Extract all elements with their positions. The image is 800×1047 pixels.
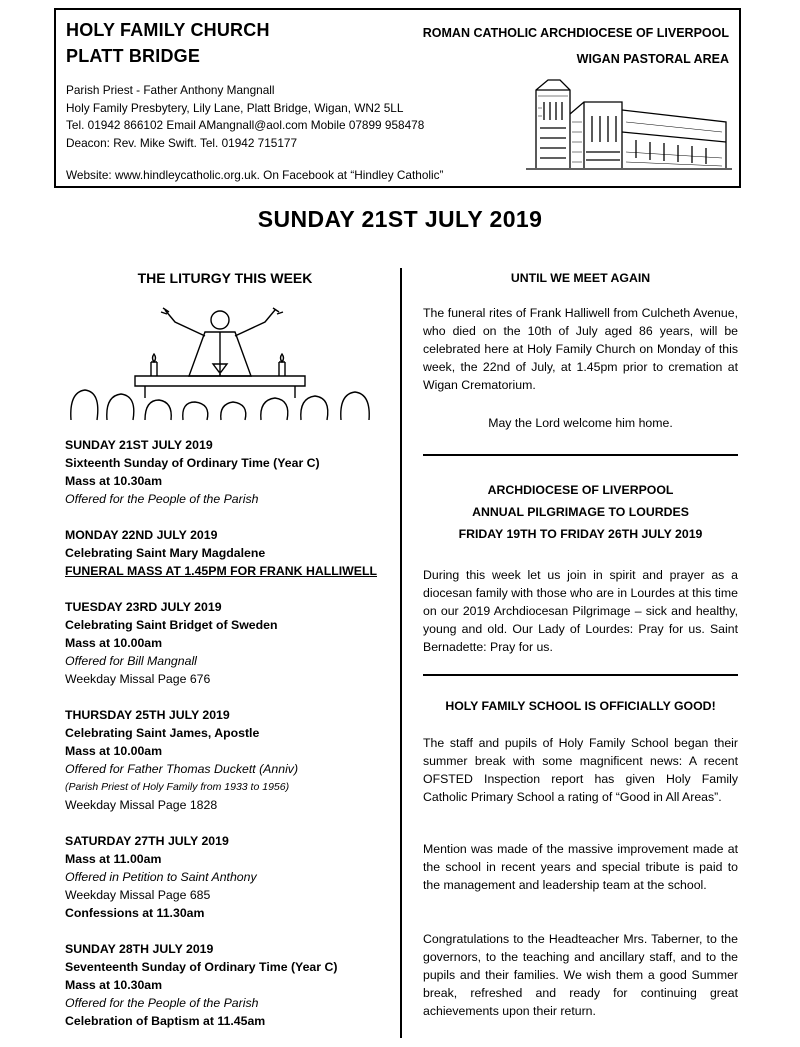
church-building-illustration [526,72,732,172]
until-we-meet-heading: UNTIL WE MEET AGAIN [510,271,651,285]
school-heading: HOLY FAMILY SCHOOL IS OFFICIALLY GOOD! [445,699,716,713]
church-name-line1: HOLY FAMILY CHURCH [66,20,270,40]
service-mass-time: Mass at 10.00am [65,744,163,758]
service-date: THURSDAY 25TH JULY 2019 [65,708,230,722]
service-date: SUNDAY 28TH JULY 2019 [65,942,214,956]
parish-priest-line: Parish Priest - Father Anthony Mangnall [66,83,275,97]
service-sunday-28 [65,940,395,1030]
service-date: TUESDAY 23RD JULY 2019 [65,600,222,614]
priest-at-altar-illustration [65,302,385,422]
pastoral-area: WIGAN PASTORAL AREA [576,52,729,66]
funeral-prayer-text: May the Lord welcome him home. [488,416,673,430]
service-missal-page: Weekday Missal Page 685 [65,888,211,902]
website-line: Website: www.hindleycatholic.org.uk. On Facebook at “Hindley Catholic” [66,168,444,182]
service-intention: Offered for Bill Mangnall [65,654,197,668]
service-mass-time: Mass at 10.30am [65,474,163,488]
bulletin-date-title: SUNDAY 21ST JULY 2019 [257,206,543,232]
service-celebration: Sixteenth Sunday of Ordinary Time (Year C) [65,456,320,470]
school-paragraph-3: Congratulations to the Headteacher Mrs. Taberner, to the governors, to the teaching and ancillary staff, and to the pupils and their families. We wish them a good Summer break, refreshed and ready for continuing great achievements upon their return. [423,932,738,1018]
service-mass-time: Mass at 10.30am [65,978,163,992]
service-mass-time: Mass at 11.00am [65,852,162,866]
service-date: SATURDAY 27TH JULY 2019 [65,834,229,848]
deacon-line: Deacon: Rev. Mike Swift. Tel. 01942 715177 [66,135,298,150]
archdiocese-name: ROMAN CATHOLIC ARCHDIOCESE OF LIVERPOOL [422,26,729,40]
presbytery-address-line: Holy Family Presbytery, Lily Lane, Platt Bridge, Wigan, WN2 5LL [66,100,404,115]
column-divider [400,268,402,1038]
school-paragraph-1: The staff and pupils of Holy Family School began their summer break with some magnificent news: A recent OFSTED Inspection report has given Holy Family Catholic Primary School a rating of “Good in All Areas”. [423,736,738,804]
service-intention: Offered for the People of the Parish [65,996,259,1010]
liturgy-heading: THE LITURGY THIS WEEK [137,270,313,286]
service-date: MONDAY 22ND JULY 2019 [65,528,218,542]
pilgrimage-text: During this week let us join in spirit and prayer as a diocesan family with those who are in Lourdes at this time on our 2019 Archdiocesan Pilgrimage – sick and healthy, young and old. Our Lady of Lourdes: Pray for us. Saint Bernadette: Pray for us. [423,568,738,654]
baptism-time: Celebration of Baptism at 11.45am [65,1014,266,1028]
pilgrimage-heading-line2: ANNUAL PILGRIMAGE TO LOURDES [472,505,689,519]
section-rule [423,674,738,676]
service-celebration: Celebrating Saint James, Apostle [65,726,260,740]
service-missal-page: Weekday Missal Page 1828 [65,798,218,812]
service-celebration: Celebrating Saint Mary Magdalene [65,546,266,560]
service-date: SUNDAY 21ST JULY 2019 [65,438,213,452]
service-sunday-21 [65,436,395,508]
service-monday-22 [65,526,395,580]
section-rule [423,454,738,456]
church-name-line2: PLATT BRIDGE [66,46,201,66]
service-saturday-27 [65,832,395,922]
service-intention: Offered for the People of the Parish [65,492,259,506]
school-paragraph-2: Mention was made of the massive improvement made at the school in recent years and special tribute is paid to the management and leadership team at the school. [423,842,738,892]
service-celebration: Seventeenth Sunday of Ordinary Time (Year C) [65,960,338,974]
service-intention: Offered for Father Thomas Duckett (Anniv) [65,762,299,776]
parish-contact-info [66,82,424,152]
pilgrimage-heading-line3: FRIDAY 19TH TO FRIDAY 26TH JULY 2019 [458,527,703,541]
masthead [54,8,741,188]
phone-email-line: Tel. 01942 866102 Email AMangnall@aol.com Mobile 07899 958478 [66,118,425,132]
service-note: (Parish Priest of Holy Family from 1933 to 1956) [65,781,290,793]
pilgrimage-heading-line1: ARCHDIOCESE OF LIVERPOOL [487,483,674,497]
confessions-time: Confessions at 11.30am [65,906,205,920]
funeral-mass-notice: FUNERAL MASS AT 1.45PM FOR FRANK HALLIWELL [65,564,377,578]
service-missal-page: Weekday Missal Page 676 [65,672,211,686]
service-mass-time: Mass at 10.00am [65,636,163,650]
service-tuesday-23 [65,598,395,688]
funeral-notice-text: The funeral rites of Frank Halliwell from Culcheth Avenue, who died on the 10th of July aged 86 years, will be celebrated here at Holy Family Church on Monday of this week, the 22nd of July, at 1.45pm prior to cremation at Wigan Crematorium. [423,306,738,392]
service-intention: Offered in Petition to Saint Anthony [65,870,257,884]
service-thursday-25 [65,706,395,814]
service-celebration: Celebrating Saint Bridget of Sweden [65,618,278,632]
